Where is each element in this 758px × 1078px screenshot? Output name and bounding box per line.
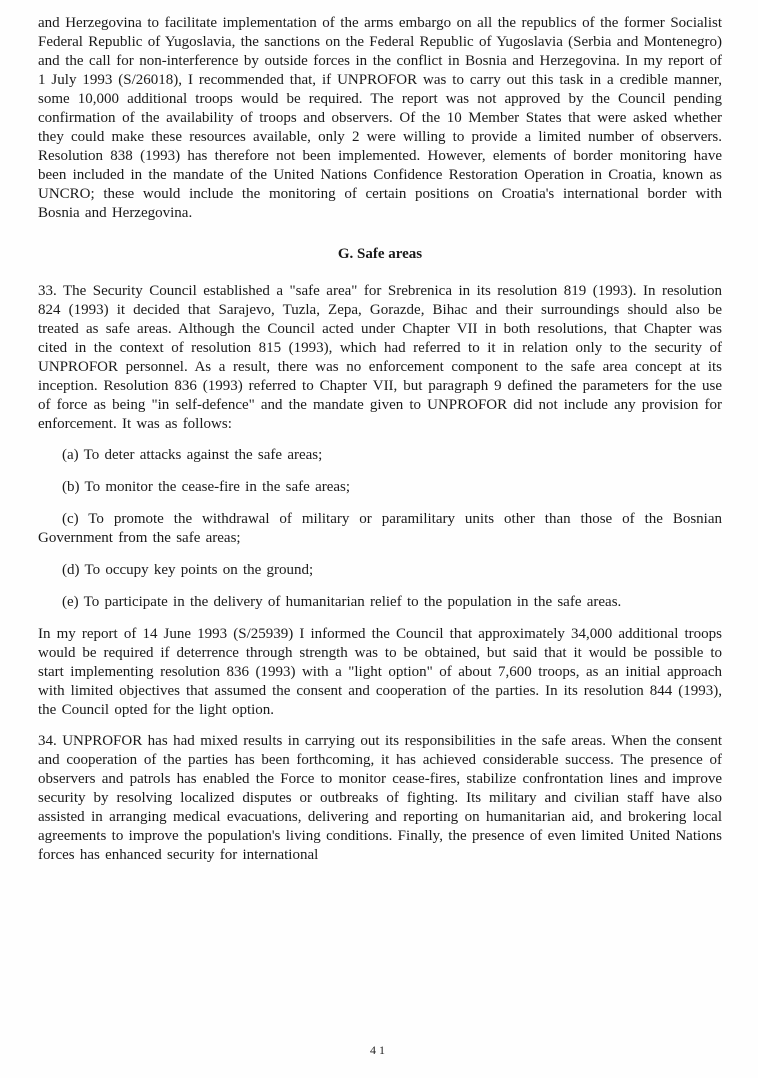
list-item: (b) To monitor the cease-fire in the safe areas; xyxy=(62,479,351,495)
section-heading: G. Safe areas xyxy=(337,246,423,262)
document-body xyxy=(38,14,722,865)
paragraph: In my report of 14 June 1993 (S/25939) I informed the Council that approximately 34,000 additional troops would be required if deterrence through strength was to be obtained, but said that it would be possible to start implementing resolution 836 (1993) with a "light option" of about 7,600 troops, as an initial approach with limited objectives that assumed the consent and cooperation of the parties. In its resolution 844 (1993), the Council opted for the light option. xyxy=(38,626,722,718)
paragraph: 33. The Security Council established a "safe area" for Srebrenica in its resolution 819 (1993). In resolution 824 (1993) it decided that Sarajevo, Tuzla, Zepa, Gorazde, Bihac and their surroundings should also be treated as safe areas. Although the Council acted under Chapter VII in both resolutions, that Chapter was cited in the context of resolution 815 (1993), which had referred to it in relation only to the security of UNPROFOR personnel. As a result, there was no enforcement component to the safe area concept at its inception. Resolution 836 (1993) referred to Chapter VII, but paragraph 9 defined the parameters for the use of force as being "in self-defence" and the mandate given to UNPROFOR did not include any provision for enforcement. It was as follows: xyxy=(38,283,722,432)
list-item: (a) To deter attacks against the safe areas; xyxy=(62,447,323,463)
list-item: (e) To participate in the delivery of humanitarian relief to the population in the safe areas. xyxy=(62,594,622,610)
list-item: (c) To promote the withdrawal of military or paramilitary units other than those of the Bosnian Government from the safe areas; xyxy=(38,511,722,546)
page-number: 41 xyxy=(370,1043,388,1057)
list-item: (d) To occupy key points on the ground; xyxy=(62,562,314,578)
paragraph: and Herzegovina to facilitate implementation of the arms embargo on all the republics of the former Socialist Federal Republic of Yugoslavia, the sanctions on the Federal Republic of Yugoslavia (Serbia and Montenegro) and the call for non-interference by outside forces in the conflict in Bosnia and Herzegovina. In my report of 1 July 1993 (S/26018), I recommended that, if UNPROFOR was to carry out this task in a credible manner, some 10,000 additional troops would be required. The report was not approved by the Council pending confirmation of the availability of troops and observers. Of the 10 Member States that were asked whether they could make these resources available, only 2 were willing to provide a limited number of observers. Resolution 838 (1993) has therefore not been implemented. However, elements of border monitoring have been included in the mandate of the United Nations Confidence Restoration Operation in Croatia, known as UNCRO; these would include the monitoring of certain positions on Croatia's international border with Bosnia and Herzegovina. xyxy=(38,15,722,221)
paragraph: 34. UNPROFOR has had mixed results in carrying out its responsibilities in the safe areas. When the consent and cooperation of the parties has been forthcoming, it has achieved considerable success. The presence of observers and patrols has enabled the Force to monitor cease-fires, stabilize confrontation lines and improve security by resolving localized disputes or outbreaks of fighting. Its military and civilian staff have also assisted in arranging medical evacuations, delivering and reporting on humanitarian aid, and brokering local agreements to improve the population's living conditions. Finally, the presence of even limited United Nations forces has enhanced security for international xyxy=(38,733,722,863)
